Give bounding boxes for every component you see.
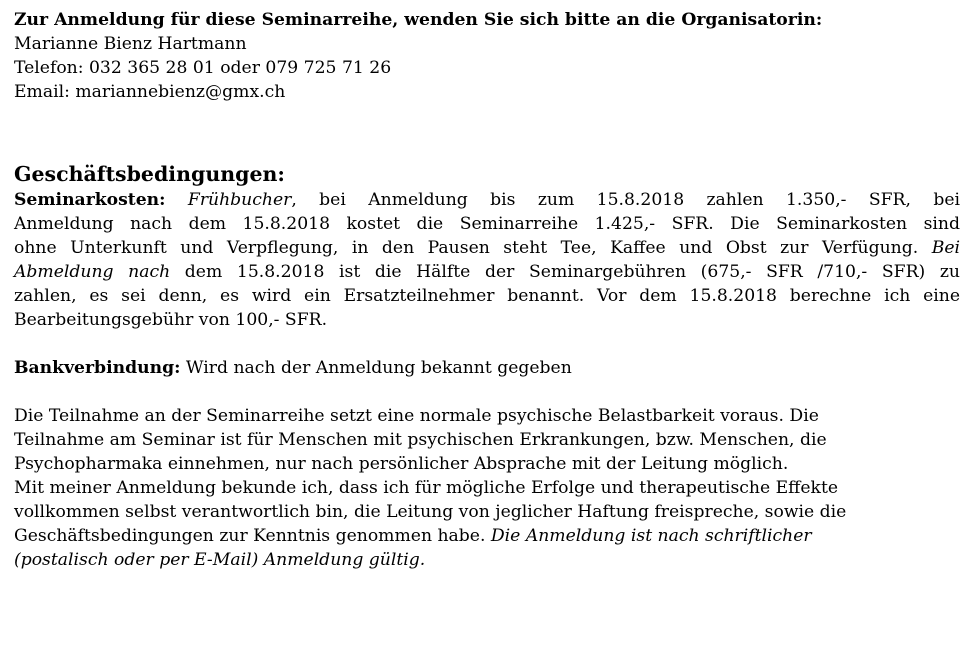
terms-heading: Geschäftsbedingungen: [14, 162, 285, 186]
participation-line-2: Teilnahme am Seminar ist für Menschen mit psychischen Erkrankungen, bzw. Menschen, die [14, 430, 827, 450]
spacer [14, 104, 960, 152]
contact-email: Email: mariannebienz@gmx.ch [14, 82, 286, 102]
participation-line-5: vollkommen selbst verantwortlich bin, die Leitung von jeglicher Haftung freispreche, sowie die [14, 502, 847, 522]
participation-line-6-text: Geschäftsbedingungen zur Kenntnis genommen habe. [14, 526, 491, 546]
costs-line-3 [14, 236, 960, 260]
bank-label: Bankverbindung: [14, 358, 181, 378]
participation-line-4: Mit meiner Anmeldung bekunde ich, dass ich für mögliche Erfolge und therapeutische Effekte [14, 478, 839, 498]
costs-line-1-text: , bei Anmeldung bis zum 15.8.2018 zahlen 1.350,- SFR, bei [291, 190, 960, 210]
costs-line-4-text: dem 15.8.2018 ist die Hälfte der Seminargebühren (675,- SFR /710,- SFR) zu [170, 262, 960, 282]
participation-line-7: (postalisch oder per E-Mail) Anmeldung gültig. [14, 550, 426, 570]
contact-name: Marianne Bienz Hartmann [14, 34, 247, 54]
costs-line-1 [14, 188, 960, 212]
costs-line-6: Bearbeitungsgebühr von 100,- SFR. [14, 310, 328, 330]
participation-line-3: Psychopharmaka einnehmen, nur nach persönlicher Absprache mit der Leitung möglich. [14, 454, 789, 474]
costs-line-2: Anmeldung nach dem 15.8.2018 kostet die Seminarreihe 1.425,- SFR. Die Seminarkosten sind [14, 214, 960, 234]
costs-line-3-italic: Bei [931, 238, 960, 258]
costs-early-bird: Frühbucher [187, 190, 292, 210]
costs-line-3-text: ohne Unterkunft und Verpflegung, in den Pausen steht Tee, Kaffee und Obst zur Verfügung. [14, 238, 932, 258]
participation-line-6 [14, 524, 960, 548]
costs-line-5: zahlen, es sei denn, es wird ein Ersatzteilnehmer benannt. Vor dem 15.8.2018 berechne ich eine [14, 286, 960, 306]
costs-line-4-italic: Abmeldung nach [14, 262, 171, 282]
bank-line [14, 356, 960, 380]
spacer [14, 332, 960, 356]
contact-phone: Telefon: 032 365 28 01 oder 079 725 71 26 [14, 58, 392, 78]
participation-line-6-italic: Die Anmeldung ist nach schriftlicher [490, 526, 812, 546]
bank-text: Wird nach der Anmeldung bekannt gegeben [180, 358, 572, 378]
contact-intro: Zur Anmeldung für diese Seminarreihe, wenden Sie sich bitte an die Organisatorin: [14, 10, 823, 30]
costs-line-4 [14, 260, 960, 284]
costs-label: Seminarkosten: [14, 190, 166, 210]
participation-line-1: Die Teilnahme an der Seminarreihe setzt eine normale psychische Belastbarkeit voraus. Die [14, 406, 819, 426]
spacer [14, 380, 960, 404]
